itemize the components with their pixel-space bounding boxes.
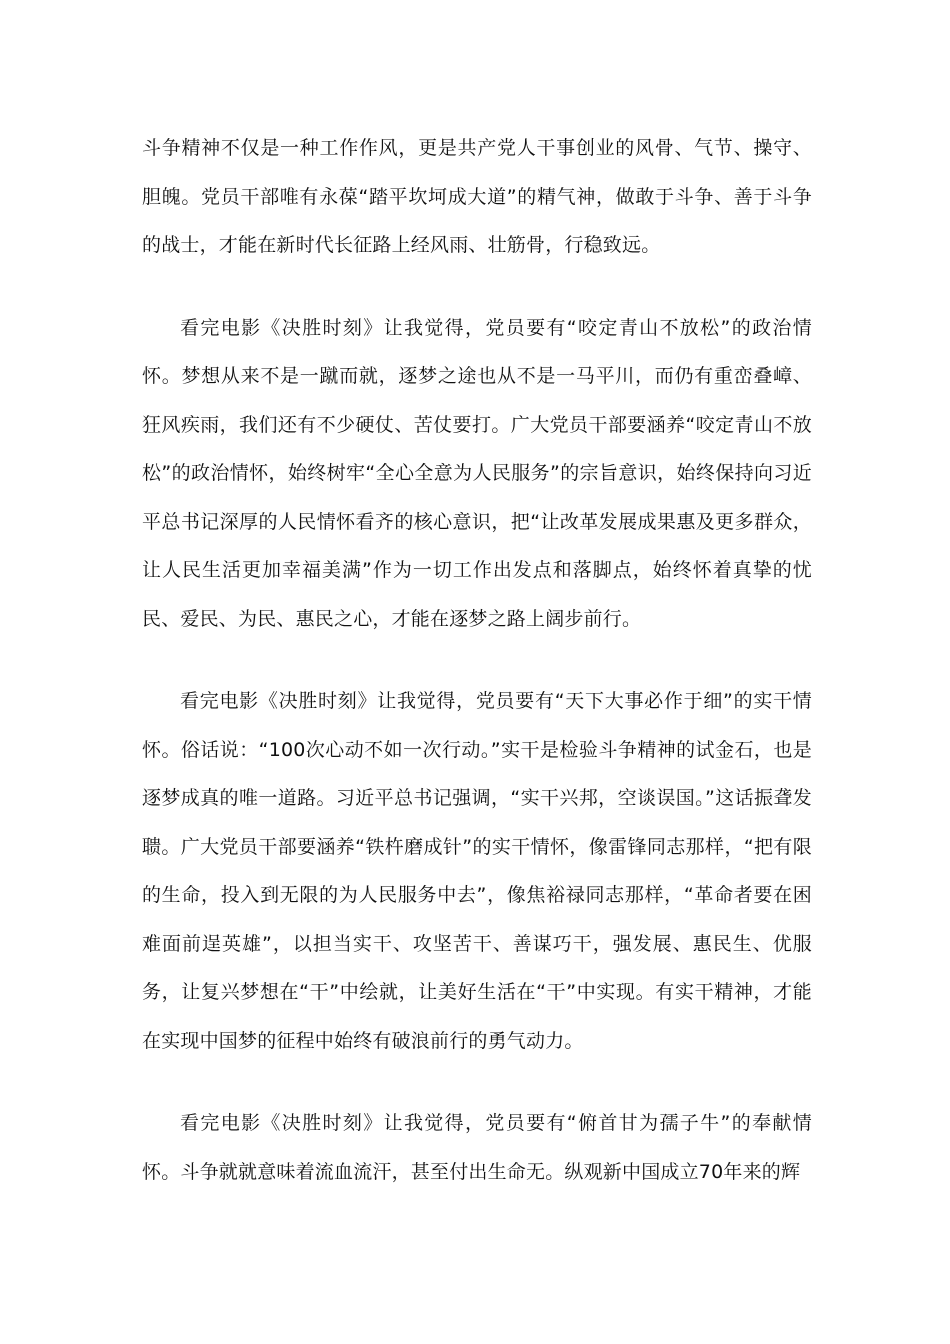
paragraph-practical-feelings: 看完电影《决胜时刻》让我觉得，党员要有“天下大事必作于细”的实干情怀。俗话说：“100次心动不如一次行动。”实干是检验斗争精神的试金石，也是逐梦成真的唯一道路。习近平总书记强调，“实干兴邦，空谈误国。”这话振聋发聩。广大党员干部要涵养“铁杵磨成针”的实干情怀，像雷锋同志那样，“把有限的生命，投入到无限的为人民服务中去”，像焦裕禄同志那样，“革命者要在困难面前逞英雄”，以担当实干、攻坚苦干、善谋巧干，强发展、惠民生、优服务，让复兴梦想在“干”中绘就，让美好生活在“干”中实现。有实干精神，才能在实现中国梦的征程中始终有破浪前行的勇气动力。 — [142, 690, 812, 1052]
paragraph-dedication-feelings: 看完电影《决胜时刻》让我觉得，党员要有“俯首甘为孺子牛”的奉献情怀。斗争就就意味着流血流汗，甚至付出生命无。纵观新中国成立70年来的辉 — [142, 1112, 812, 1183]
document-body — [142, 124, 812, 1196]
paragraph-political-feelings: 看完电影《决胜时刻》让我觉得，党员要有“咬定青山不放松”的政治情怀。梦想从来不是一蹴而就，逐梦之途也从不是一马平川，而仍有重峦叠嶂、狂风疾雨，我们还有不少硬仗、苦仗要打。广大党员干部要涵养“咬定青山不放松”的政治情怀，始终树牢“全心全意为人民服务”的宗旨意识，始终保持向习近平总书记深厚的人民情怀看齐的核心意识，把“让改革发展成果惠及更多群众，让人民生活更加幸福美满”作为一切工作出发点和落脚点，始终怀着真挚的忧民、爱民、为民、惠民之心，才能在逐梦之路上阔步前行。 — [142, 316, 812, 630]
paragraph-struggle-spirit: 斗争精神不仅是一种工作作风，更是共产党人干事创业的风骨、气节、操守、胆魄。党员干部唯有永葆“踏平坎坷成大道”的精气神，做敢于斗争、善于斗争的战士，才能在新时代长征路上经风雨、壮筋骨，行稳致远。 — [142, 137, 812, 256]
